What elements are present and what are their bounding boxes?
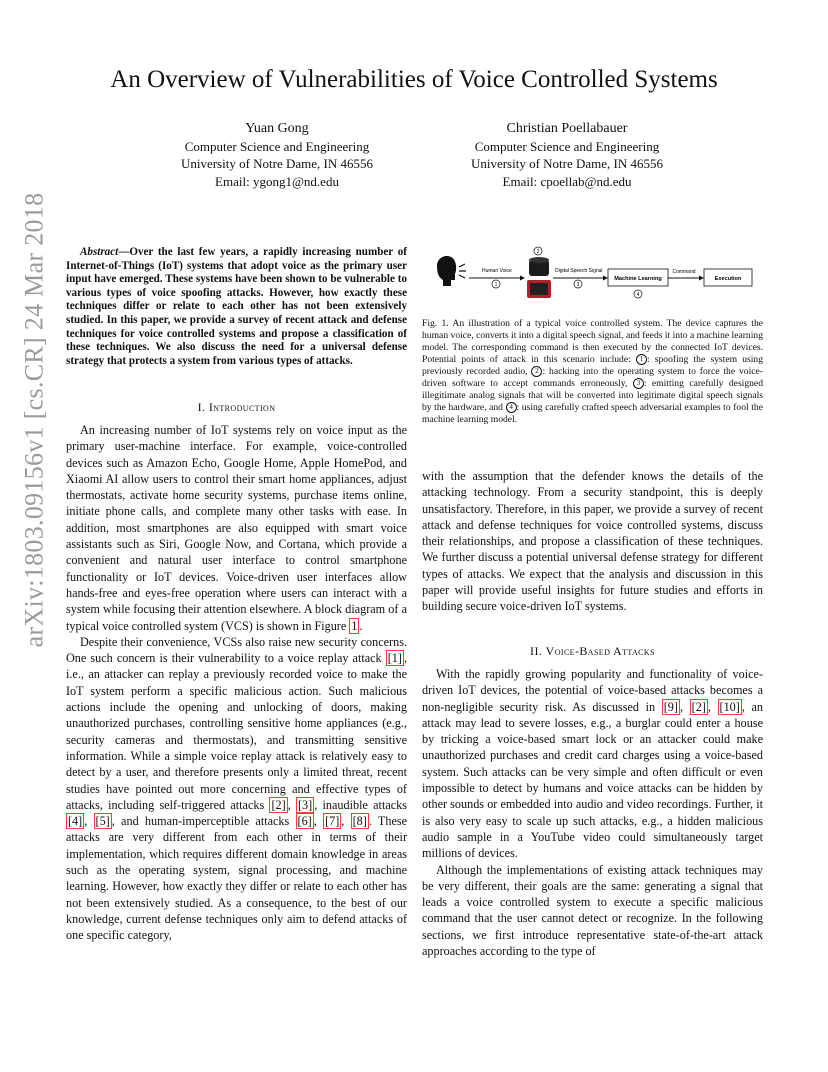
introduction-continued (422, 468, 763, 615)
circled-number-2: 2 (531, 366, 542, 377)
author-email: Email: ygong1@nd.edu (215, 173, 339, 189)
label-human-voice: Human Voice (482, 268, 512, 274)
author-name: Yuan Gong (245, 121, 309, 136)
paragraph: Although the implementations of existing attack techniques may be very different, their goals are the same: generating a signal that leads a voice controlled system to execute a specific malicious command that the user cannot detect or recognize. In the following sections, we first introduce representative state-of-the-art attack approaches according to the type of (422, 862, 763, 959)
paragraph: An increasing number of IoT systems rely on voice input as the primary user-machine interface. For example, voice-controlled devices such as Amazon Echo, Google Home, Apple HomePod, and Xiaomi AI allow users to control their smart home appliances, adjust thermostats, activate home security systems, purchase items online, initiate phone calls, and complete many other tasks with ease. In addition, most smartphones are also equipped with smart voice assistants such as Siri, Google Now, and Cortana, which provide a convenient and natural user interface to control smartphone functionality or IoT devices. Voice-driven user interfaces allow hands-free and eyes-free operation where users can interact with a system while focusing their attention elsewhere. A block diagram of a typical voice controlled system (VCS) is shown in Figure 1 . (66, 423, 407, 633)
label-execution: Execution (714, 276, 742, 282)
citation-link[interactable]: [3] (298, 797, 313, 812)
citation-link[interactable]: [9] (663, 699, 678, 714)
label-machine-learning: Machine Learning (614, 276, 662, 282)
citation-link[interactable]: [5] (95, 814, 110, 829)
arxiv-identifier-stamp (16, 192, 52, 648)
paper-title: An Overview of Vulnerabilities of Voice Controlled Systems (110, 66, 718, 93)
citation-link[interactable]: [1] (387, 651, 402, 666)
figure-1-diagram (425, 242, 770, 308)
citation-link[interactable]: [6] (297, 814, 312, 829)
author-affiliation: University of Notre Dame, IN 46556 (470, 156, 664, 171)
author-email: Email: cpoellab@nd.edu (502, 173, 632, 189)
human-speaker-icon (437, 256, 466, 286)
citation-link[interactable]: [4] (68, 814, 83, 829)
circled-number-1: 1 (636, 354, 647, 365)
label-digital-speech-signal: Digital Speech Signal (555, 268, 603, 274)
label-command: Command (672, 269, 696, 275)
author-block-2 (417, 120, 717, 190)
smart-speaker-icon (527, 257, 551, 298)
author-department: Computer Science and Engineering (184, 138, 370, 154)
arxiv-id-text: arXiv:1803.09156v1 [cs.CR] 24 Mar 2018 (19, 192, 49, 648)
introduction-body (66, 422, 407, 944)
author-department: Computer Science and Engineering (474, 138, 660, 154)
paragraph: Despite their convenience, VCSs also raise new security concerns. One such concern is their vulnerability to a voice replay attack [1] , i.e., an attacker can replay a previously recorded voice to make the IoT system perform a specific malicious action. Such malicious actions include the opening and unlocking of doors, making unauthorized purchases, controlling sensitive home appliances (e.g., security cameras and thermostats), and transmitting sensitive information. While a simple voice replay attack is relatively easy to detect by a user, and therefore presents only a limited threat, recent studies have pointed out more concerning and effective types of attacks, including self-triggered attacks [2] , [3] , inaudible attacks [4] , [5] , and human-imperceptible attacks [6] , [7] , [8] . These attacks are very different from each other in terms of their implementation, which requires different domain knowledge in areas such as the operating system, signal processing, and machine learning. However, how exactly they differ or relate to each other has not been extensively studied. As a consequence, to the best of our knowledge, current defense techniques only aim to defend attacks of one specific category, (66, 634, 408, 943)
citation-link[interactable]: [8] (352, 814, 367, 829)
figure-reference-link[interactable]: 1 (351, 618, 358, 633)
section-heading-introduction: I. Introduction (197, 400, 276, 414)
abstract-lead: Abstract (80, 246, 119, 258)
author-affiliation: University of Notre Dame, IN 46556 (180, 156, 374, 171)
attack-point-4: 4 (636, 292, 640, 298)
section-heading-voice-based-attacks: II. Voice-Based Attacks (530, 644, 655, 658)
voice-based-attacks-body (422, 666, 763, 959)
circled-number-3: 3 (633, 378, 644, 389)
author-name: Christian Poellabauer (506, 121, 628, 136)
paragraph: with the assumption that the defender knows the details of the attacking technology. From a security standpoint, this is deeply unsatisfactory. Therefore, in this paper, we provide a survey of recent attack and defense techniques for voice controlled systems, discuss their relationships, and propose a classification of these techniques. We further discuss a potential universal defense strategy for different types of attacks. We expect that the analysis and discussion in this paper will provide useful insights for future studies and efforts in building secure voice-driven IoT systems. (422, 469, 763, 614)
abstract (66, 246, 407, 368)
figure-1-caption: Fig. 1. An illustration of a typical voice controlled system. The device captures the human voice, converts it into a digital speech signal, and feeds it into a machine learning model. The corresponding command is then executed by the connected IoT devices. Potential points of attack in this scenario include: 1 : spoofing the system using previously recorded audio, 2 : hacking into the operating system to force the voice-driven software to accept commands erroneously, 3 : emitting carefully designed illegitimate analog signals that will be converted into legitimate digital speech signals by the hardware, and 4 : using carefully crafted speech adversarial examples to fool the machine learning model. (422, 318, 764, 425)
attack-point-1: 1 (494, 282, 498, 288)
attack-point-2: 2 (536, 249, 540, 255)
attack-point-3: 3 (576, 282, 580, 288)
author-block-1 (127, 120, 427, 190)
citation-link[interactable]: [10] (719, 699, 740, 714)
citation-link[interactable]: [2] (691, 699, 706, 714)
abstract-text: —Over the last few years, a rapidly increasing number of Internet-of-Things (IoT) systems that adopt voice as the primary user input have emerged. These systems have been shown to be vulnerable to various types of voice spoofing attacks. However, how exactly these techniques differ or relate to each other has not been extensively studied. In this paper, we provide a survey of recent attack and defense techniques for voice controlled systems and propose a classification of these techniques. We also discuss the need for a universal defense strategy that protects a system from various types of attacks. (66, 246, 407, 367)
paragraph: With the rapidly growing popularity and functionality of voice-driven IoT devices, the potential of voice-based attacks becomes a non-negligible security risk. As discussed in [9] , [2] , [10] , an attack may lead to severe losses, e.g., a burglar could enter a house by tricking a voice-based smart lock or an attacker could make unauthorized purchases and credit card charges using a voice-based system. Such attacks can be very simple and often difficult or even impossible to detect by humans and voice attacks can be hidden by other sounds or embedded into audio and video recordings. Further, it is also very easy to scale up such attacks, e.g., a hidden malicious audio sample in a YouTube video could simultaneously target millions of devices. (422, 667, 764, 861)
circled-number-4: 4 (506, 402, 517, 413)
citation-link[interactable]: [2] (271, 797, 286, 812)
citation-link[interactable]: [7] (325, 814, 340, 829)
